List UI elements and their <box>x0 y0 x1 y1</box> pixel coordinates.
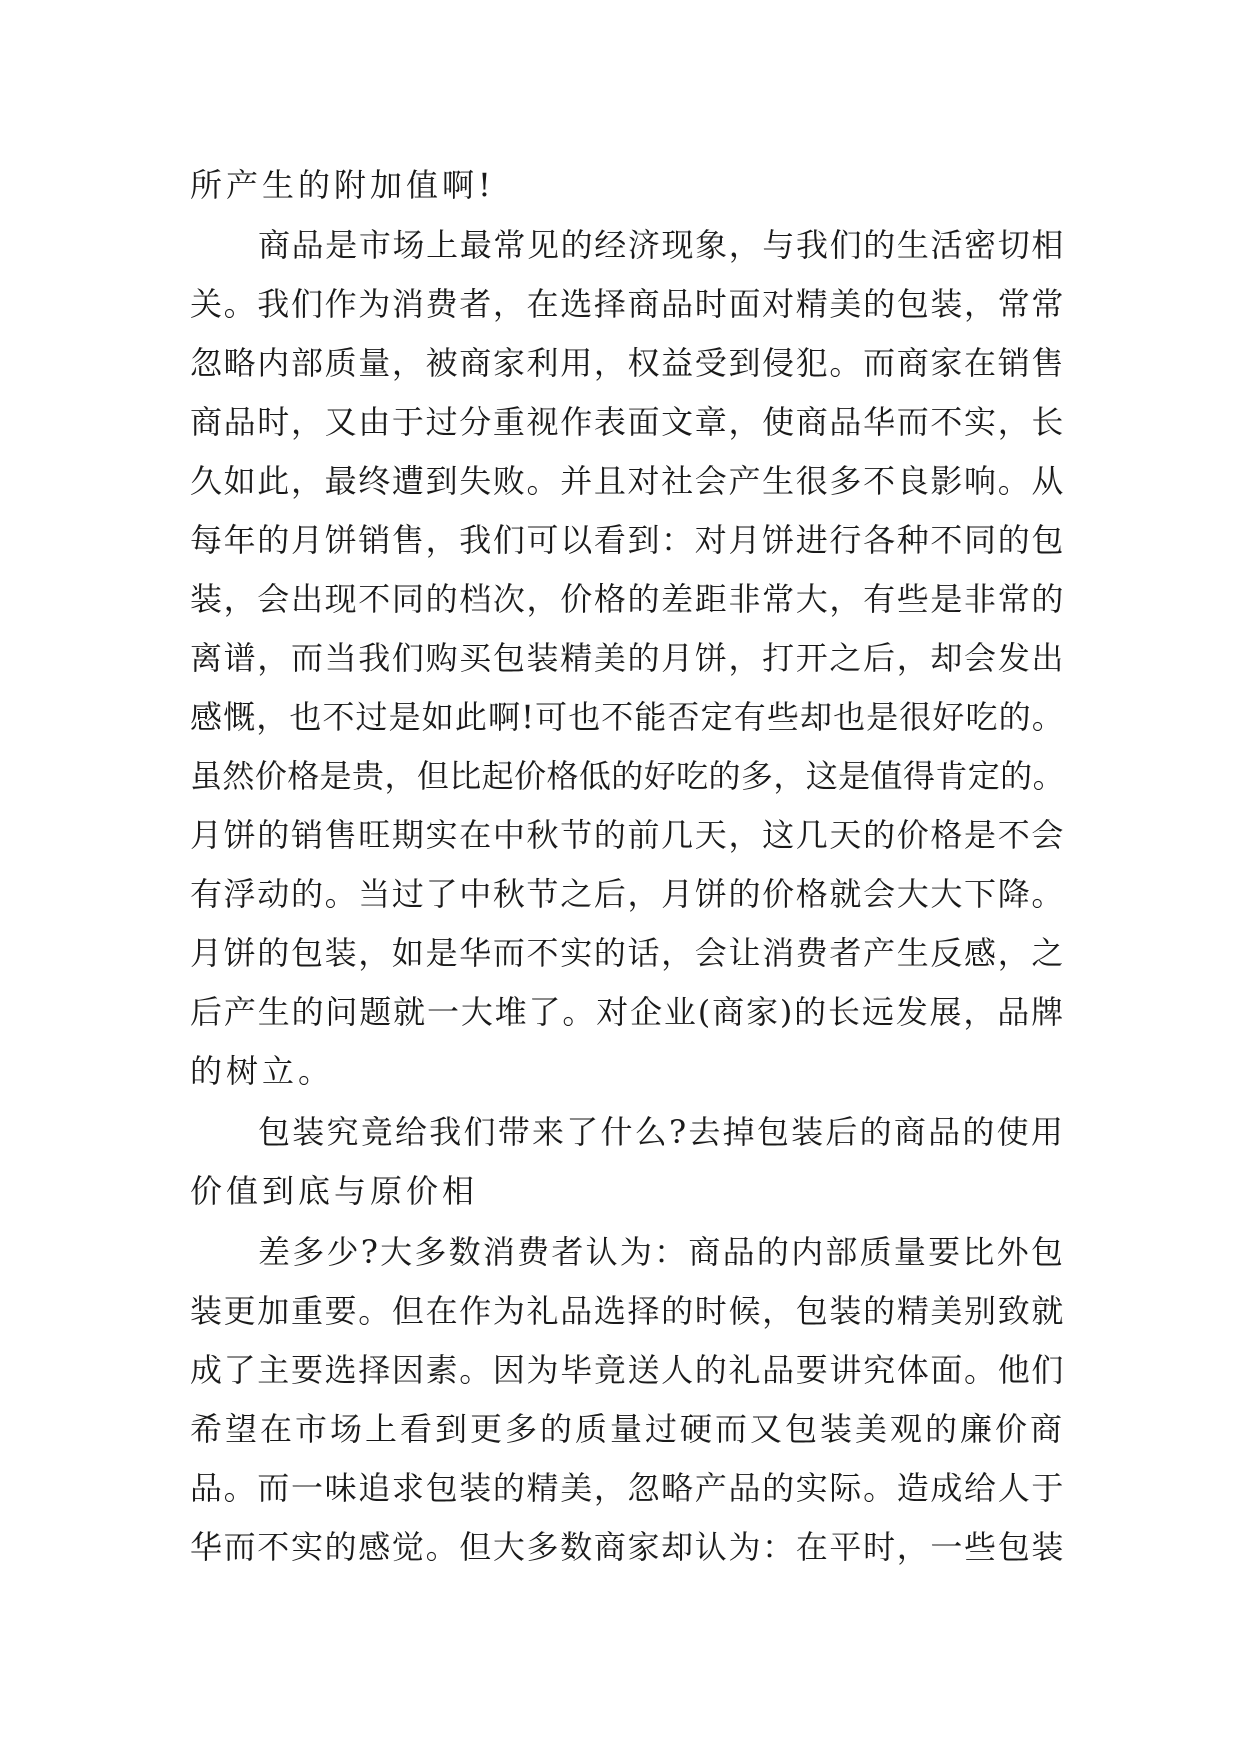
text-line: 装，会出现不同的档次，价格的差距非常大，有些是非常的 <box>190 580 1066 618</box>
text-line: 关。我们作为消费者，在选择商品时面对精美的包装，常常 <box>190 285 1066 323</box>
text-line: 后产生的问题就一大堆了。对企业(商家)的长远发展，品牌 <box>190 993 1065 1031</box>
text-line: 的树立。 <box>190 1052 335 1090</box>
paragraph-start-line: 商品是市场上最常见的经济现象，与我们的生活密切相 <box>258 226 1066 264</box>
paragraph-start-line: 包装究竟给我们带来了什么?去掉包装后的商品的使用 <box>258 1113 1066 1151</box>
text-line: 希望在市场上看到更多的质量过硬而又包装美观的廉价商 <box>190 1410 1066 1448</box>
text-line: 月饼的包装，如是华而不实的话，会让消费者产生反感，之 <box>190 934 1066 972</box>
text-line: 感慨，也不过是如此啊!可也不能否定有些却也是很好吃的。 <box>190 698 1065 736</box>
paragraph-start-line: 差多少?大多数消费者认为：商品的内部质量要比外包 <box>258 1233 1066 1271</box>
text-line: 装更加重要。但在作为礼品选择的时候，包装的精美别致就 <box>190 1292 1066 1330</box>
text-line: 虽然价格是贵，但比起价格低的好吃的多，这是值得肯定的。 <box>190 757 1066 795</box>
text-line: 久如此，最终遭到失败。并且对社会产生很多不良影响。从 <box>190 462 1066 500</box>
text-line: 忽略内部质量，被商家利用，权益受到侵犯。而商家在销售 <box>190 344 1066 382</box>
text-line: 所产生的附加值啊! <box>190 166 495 204</box>
text-line: 华而不实的感觉。但大多数商家却认为：在平时，一些包装 <box>190 1528 1066 1566</box>
text-line: 品。而一味追求包装的精美，忽略产品的实际。造成给人于 <box>190 1469 1066 1507</box>
text-line: 成了主要选择因素。因为毕竟送人的礼品要讲究体面。他们 <box>190 1351 1066 1389</box>
text-line: 每年的月饼销售，我们可以看到：对月饼进行各种不同的包 <box>190 521 1066 559</box>
text-line: 商品时，又由于过分重视作表面文章，使商品华而不实，长 <box>190 403 1066 441</box>
text-line: 有浮动的。当过了中秋节之后，月饼的价格就会大大下降。 <box>190 875 1066 913</box>
text-line: 离谱，而当我们购买包装精美的月饼，打开之后，却会发出 <box>190 639 1066 677</box>
text-line: 价值到底与原价相 <box>190 1172 479 1210</box>
text-line: 月饼的销售旺期实在中秋节的前几天，这几天的价格是不会 <box>190 816 1066 854</box>
